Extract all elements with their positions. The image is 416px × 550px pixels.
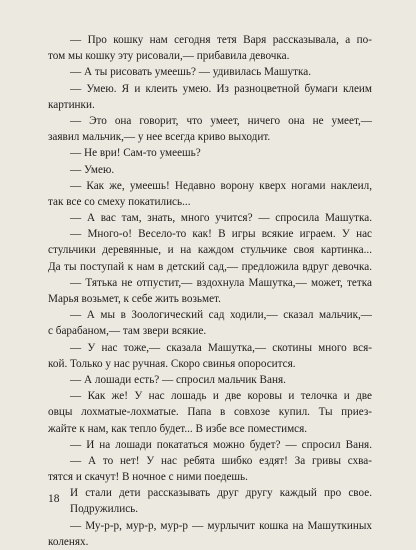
text-line: тятся и скачут! В ночное с ними поедешь. — [48, 471, 248, 484]
text-line: — А мы в Зоологический сад ходили,— сказал мальчик,— — [70, 309, 372, 322]
text-line: — А вас там, знать, много учится? — спросила Машутка. — [70, 212, 372, 225]
text-line: — Му-р-р, мур-р, мур-р — мурлычит кошка на Машуткиных — [70, 519, 372, 532]
text-line: овцы лохматые-лохматые. Папа в совхозе купил. Ты приез- — [48, 406, 372, 419]
text-line: — А ты рисовать умеешь? — удивилась Машутка. — [70, 66, 312, 79]
text-line: — А то нет! У нас ребята шибко ездят! За гривы схва- — [70, 454, 372, 467]
text-line: — Не ври! Сам-то умеешь? — [70, 147, 201, 160]
text-line: заявил мальчик,— у нее всегда криво выходит. — [48, 131, 271, 144]
text-line: — Про кошку нам сегодня тетя Варя рассказывала, а по- — [70, 34, 372, 46]
text-line: Подружились. — [70, 503, 139, 516]
text-line: так все со смеху покатились... — [48, 195, 191, 208]
text-line: картинки. — [48, 98, 95, 111]
text-line: Марья возьмет, к себе жить возьмет. — [48, 293, 221, 305]
text-line: кой. Только у нас ручная. Скоро свинья опоросится. — [48, 357, 296, 370]
text-line: жайте к нам, как тепло будет... В избе все поместимся. — [48, 422, 308, 435]
text-line: — А лошади есть? — спросил мальчик Ваня. — [70, 373, 286, 386]
text-line: с барабаном,— там звери всякие. — [48, 325, 207, 338]
page-text — [48, 32, 372, 550]
text-line: — И на лошади покататься можно будет? — спросил Ваня. — [70, 438, 372, 451]
text-line: И стали дети рассказывать друг другу каждый про свое. — [70, 487, 372, 500]
text-line: стульчики деревянные, и на каждом стульчике своя картинка... — [48, 244, 372, 257]
text-line: — Умею. — [70, 163, 115, 176]
text-line: — Умею. Я и клеить умею. Из разноцветной бумаги клеим — [70, 82, 372, 95]
text-line: коленях. — [48, 535, 89, 548]
text-line: — Как же! У нас лошадь и две коровы и телочка и две — [70, 390, 372, 403]
page-number: 18 — [48, 493, 60, 505]
text-line: Да ты поступай к нам в детский сад,— предложила вдруг девочка. — [48, 260, 372, 273]
text-line: — Как же, умеешь! Недавно ворону кверх ногами наклеил, — [70, 179, 372, 192]
text-line: — Много-о! Весело-то как! В игры всякие играем. У нас — [70, 228, 372, 241]
text-line: — Тятька не отпустит,— вздохнула Машутка,— может, тетка — [70, 276, 372, 289]
text-line: — У нас тоже,— сказала Машутка,— скотины много вся- — [70, 341, 372, 354]
text-line: — Это она говорит, что умеет, ничего она не умеет,— — [70, 114, 372, 127]
text-line: том мы кошку эту рисовали,— прибавила девочка. — [48, 50, 290, 63]
